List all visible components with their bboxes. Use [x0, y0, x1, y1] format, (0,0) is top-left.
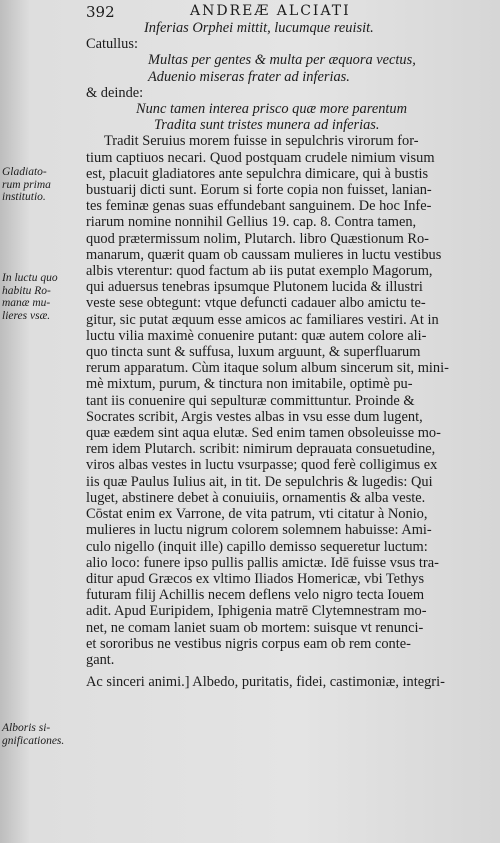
page-header	[0, 2, 500, 20]
lemma-line: Ac sinceri animi.] Albedo, puritatis, fidei, castimoniæ, integri-	[86, 674, 445, 691]
margin-note-line: Alboris si-	[2, 722, 51, 734]
verse-line: Multas per gentes & multa per æquora vectus,	[148, 52, 416, 69]
page-number: 392	[86, 3, 115, 21]
prose-line: albis vterentur: quod factum ab iis putat exemplo Magorum,	[86, 263, 433, 280]
verse-line: Nunc tamen interea prisco quæ more parentum	[136, 101, 407, 118]
margin-note-line: gnificationes.	[2, 734, 65, 747]
margin-note-line: manæ mu-	[2, 297, 51, 309]
prose-line: gitur, sic putat æquum esse amicos ac familiares vestiri. At in	[86, 311, 439, 328]
prose-line: veste sese obtegunt: vtque defuncti cadauer albo amictu te-	[86, 295, 426, 312]
margin-note-line: institutio.	[2, 191, 46, 203]
prose-line: ditur apud Græcos ex vltimo Iliados Homericæ, vbi Tethys	[86, 570, 425, 587]
verse-line: Tradita sunt tristes munera ad inferias.	[154, 117, 380, 134]
prose-line: tant iis conuenire qui sepulturæ committuntur. Proinde &	[86, 392, 415, 409]
verse-line: Inferias Orphei mittit, lucumque reuisit.	[144, 20, 374, 36]
verse-line: Aduenio miseras frater ad inferias.	[148, 68, 350, 85]
margin-note-line: In luctu quo	[2, 272, 58, 284]
body-text	[86, 20, 480, 690]
prose-line: bustuarij dicti sunt. Eorum si forte copia non fuisset, lanian-	[86, 182, 432, 199]
prose-line: Cōstat enim ex Varrone, de vita patrum, vti citatur à Nonio,	[86, 506, 428, 523]
prose-line: est, placuit gladiatores ante sepulchra dimicare, qui à bustis	[86, 165, 429, 182]
running-head: ANDREÆ ALCIATI	[190, 3, 351, 19]
prose-line: luget, abstinere debet à conuiuiis, ornamentis & alba veste.	[86, 489, 426, 506]
margin-note-gladiators	[2, 166, 82, 204]
prose-line: net, ne comam laniet suam ob mortem: suisque vt renunci-	[86, 619, 424, 636]
prose-line: qui aduersus tenebras ipsumque Plutonem lucida & illustri	[86, 279, 423, 296]
prose-line: manarum, quærit quam ob caussam mulieres in luctu vestibus	[86, 246, 442, 263]
prose-line: quo tincta sunt & suffusa, luxum arguunt, & superfluarum	[86, 344, 421, 361]
prose-line: rerum apparatum. Cùm itaque solum album sincerum sit, mini-	[86, 360, 449, 377]
prose-line: futuram filij Achillis necem deflens velo nigro tecta Iouem	[86, 587, 425, 604]
prose-line: riarum nomine nonnihil Gellius 19. cap. 8. Contra tamen,	[86, 214, 417, 231]
margin-note-line: Gladiato-	[2, 166, 47, 178]
margin-note-line: lieres vsæ.	[2, 309, 51, 322]
prose-line: Tradit Seruius morem fuisse in sepulchris virorum for-	[104, 133, 419, 150]
prose-line: tes feminæ genas suas effundebant sanguinem. De hoc Infe-	[86, 198, 432, 215]
citation-line: & deinde:	[86, 84, 144, 101]
prose-line: adit. Apud Euripidem, Iphigenia matrē Clytemnestram mo-	[86, 603, 427, 620]
margin-note-white-meanings	[2, 722, 82, 747]
prose-line: Socrates scribit, Argis vestes albas in vsu esse dum lugent,	[86, 408, 423, 425]
citation-line: Catullus:	[86, 36, 138, 53]
prose-line: rem idem Plutarch. scribit: nimirum deprauata consuetudine,	[86, 441, 436, 458]
prose-line: culo nigello (inquit ille) capillo demisso sequeretur luctum:	[86, 538, 428, 555]
margin-note-line: rum prima	[2, 178, 51, 191]
margin-note-line: habitu Ro-	[2, 284, 51, 297]
prose-line: mè mixtum, purum, & tinctura non imitabile, optimè pu-	[86, 376, 413, 393]
prose-line: tium captiuos necari. Quod postquam crudele nimium visum	[86, 149, 435, 166]
prose-line: et sororibus ne vestibus nigris corpus eam ob rem conte-	[86, 635, 411, 652]
prose-line: viros albas vestes in luctu vsurpasse; quod ferè colligimus ex	[86, 457, 438, 474]
prose-line: quæ eædem sint aqua elutæ. Sed enim tamen obsoleuisse mo-	[86, 425, 441, 442]
prose-line: iis quæ Paulus Iulius ait, in tit. De sepulchris & lugedis: Qui	[86, 473, 433, 490]
prose-line: luctu vilia maximè conuenire putant: quæ autem colore ali-	[86, 327, 427, 344]
prose-line: alio loco: funere ipso pullis pallis amictæ. Idē fuisse vsus tra-	[86, 554, 439, 571]
prose-line: quod prætermissum nolim, Plutarch. libro Quæstionum Ro-	[86, 230, 429, 247]
prose-line: gant.	[86, 651, 115, 668]
prose-line: mulieres in luctu nigrum colorem solemnem habuisse: Ami-	[86, 522, 432, 539]
margin-note-mourning-dress	[2, 272, 82, 322]
